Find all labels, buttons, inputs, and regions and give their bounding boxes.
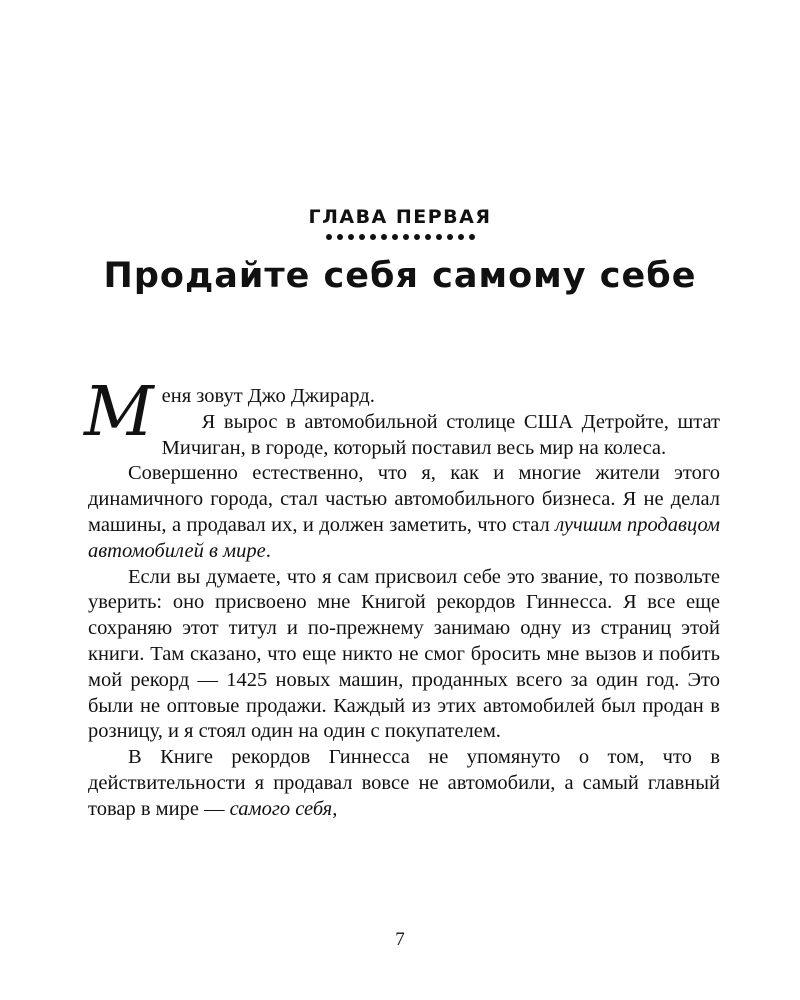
chapter-title: Продайте себя самому себе	[103, 256, 697, 296]
emphasis-text: лучшим продавцом автомобилей в мире	[88, 513, 720, 562]
ornament-dot	[414, 234, 420, 240]
ornament-dot	[359, 234, 365, 240]
ornament-dots	[0, 234, 800, 240]
paragraph	[88, 461, 720, 564]
chapter-label: ГЛАВА ПЕРВАЯ	[308, 206, 492, 228]
paragraph	[88, 745, 720, 822]
ornament-dot	[326, 234, 332, 240]
ornament-dot	[348, 234, 354, 240]
ornament-dot	[469, 234, 475, 240]
emphasis-text: самого себя	[229, 797, 333, 820]
page-number: 7	[395, 929, 405, 950]
ornament-dot	[458, 234, 464, 240]
paragraph-text: .	[265, 539, 271, 562]
drop-cap: М	[84, 373, 154, 452]
ornament-dot	[425, 234, 431, 240]
ornament-dot	[370, 234, 376, 240]
paragraph	[88, 410, 720, 462]
paragraph-intro-text: еня зовут Джо Джирард.	[161, 385, 375, 407]
paragraph-text: Я вырос в автомобильной столице США Детройте, штат Мичиган, в городе, который поставил весь мир на колеса.	[161, 410, 720, 459]
ornament-dot	[447, 234, 453, 240]
chapter-body	[84, 373, 720, 823]
ornament-dot	[403, 234, 409, 240]
ornament-dot	[436, 234, 442, 240]
paragraph-text: ,	[332, 797, 338, 820]
ornament-dot	[392, 234, 398, 240]
ornament-dot	[381, 234, 387, 240]
paragraph-text: Если вы думаете, что я сам присвоил себе это звание, то позвольте уверить: оно присвоено мне Книгой рекордов Гиннесса. Я все еще сохраняю этот титул и по-прежнему занимаю одну из страниц этой книги. Там сказано, что еще никто не смог бросить мне вызов и побить мой рекорд — 1425 новых машин, проданных всего за один год. Это были не оптовые продажи. Каждый из этих автомобилей был продан в розницу, и я стоял один на один с покупателем.	[88, 565, 720, 743]
paragraph	[88, 565, 720, 746]
paragraph-text: Совершенно естественно, что я, как и многие жители этого динамичного города, стал частью автомобильного бизнеса. Я не делал машины, а продавал их, и должен заметить, что стал	[88, 462, 720, 536]
ornament-dot	[337, 234, 343, 240]
paragraph-text: В Книге рекордов Гиннесса не упомянуто о том, что в действительности я продавал вовсе не автомобили, а самый главный товар в мире —	[88, 746, 720, 820]
